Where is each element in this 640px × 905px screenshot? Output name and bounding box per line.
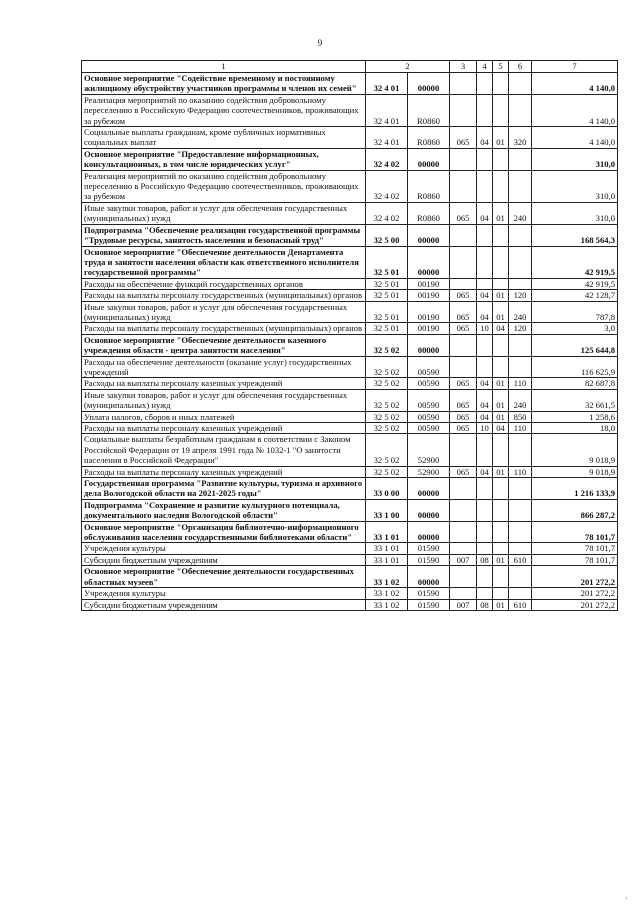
ministry-code-cell: 065 (450, 301, 477, 323)
row-name-cell: Основное мероприятие "Обеспечение деятельности государственных областных музеев" (82, 566, 366, 588)
amount-cell: 4 140,0 (532, 127, 618, 149)
target-article-code-cell: 33 1 02 (366, 566, 408, 588)
section-code-cell (477, 334, 493, 356)
expense-direction-code-cell: 00590 (408, 389, 450, 411)
row-name-cell: Основное мероприятие "Обеспечение деятельности Департамента труда и занятости населения области как ответственного исполнителя государственной программы" (82, 246, 366, 278)
ministry-code-cell (450, 73, 477, 95)
row-name-cell: Расходы на выплаты персоналу государственных (муниципальных) органов (82, 290, 366, 301)
expense-direction-code-cell: R0860 (408, 94, 450, 126)
amount-cell: 32 661,5 (532, 389, 618, 411)
target-article-code-cell: 33 1 01 (366, 521, 408, 543)
ministry-code-cell: 065 (450, 202, 477, 224)
ministry-code-cell (450, 521, 477, 543)
subsection-code-cell (493, 73, 509, 95)
expense-direction-code-cell: 01590 (408, 588, 450, 599)
corner-mark: · (625, 894, 628, 903)
table-row (82, 543, 618, 554)
target-article-code-cell: 32 5 02 (366, 389, 408, 411)
ministry-code-cell: 065 (450, 378, 477, 389)
expense-direction-code-cell: 52900 (408, 434, 450, 466)
row-name-cell: Субсидии бюджетным учреждениям (82, 599, 366, 610)
row-name-cell: Основное мероприятие "Организация библиотечно-информационного обслуживания населения государственными библиотеками области" (82, 521, 366, 543)
subsection-code-cell: 04 (493, 323, 509, 334)
expense-type-code-cell (509, 73, 532, 95)
subsection-code-cell: 01 (493, 290, 509, 301)
expense-type-code-cell (509, 356, 532, 378)
subsection-code-cell (493, 278, 509, 289)
table-row (82, 224, 618, 246)
row-name-cell: Подпрограмма "Обеспечение реализации государственной программы "Трудовые ресурсы, занятость населения и безопасный труд" (82, 224, 366, 246)
subsection-code-cell (493, 434, 509, 466)
expense-type-code-cell (509, 588, 532, 599)
expense-type-code-cell (509, 499, 532, 521)
section-code-cell: 08 (477, 554, 493, 565)
section-code-cell (477, 543, 493, 554)
expense-type-code-cell: 320 (509, 127, 532, 149)
section-code-cell (477, 356, 493, 378)
expense-type-code-cell (509, 543, 532, 554)
amount-cell: 310,0 (532, 148, 618, 170)
expense-direction-code-cell: 00000 (408, 224, 450, 246)
expense-direction-code-cell: 00000 (408, 499, 450, 521)
expense-direction-code-cell: 00000 (408, 521, 450, 543)
amount-cell: 3,0 (532, 323, 618, 334)
table-row (82, 411, 618, 422)
expense-type-code-cell (509, 434, 532, 466)
expense-type-code-cell (509, 566, 532, 588)
amount-cell: 168 564,3 (532, 224, 618, 246)
expense-type-code-cell (509, 478, 532, 500)
expense-direction-code-cell: 01590 (408, 554, 450, 565)
page-number: 9 (317, 38, 323, 48)
target-article-code-cell: 32 5 01 (366, 246, 408, 278)
target-article-code-cell: 33 1 02 (366, 599, 408, 610)
target-article-code-cell: 32 4 01 (366, 127, 408, 149)
target-article-code-cell: 32 5 02 (366, 378, 408, 389)
ministry-code-cell: 065 (450, 466, 477, 477)
target-article-code-cell: 32 5 02 (366, 334, 408, 356)
row-name-cell: Учреждения культуры (82, 588, 366, 599)
subsection-code-cell: 01 (493, 411, 509, 422)
target-article-code-cell: 32 4 02 (366, 148, 408, 170)
ministry-code-cell: 007 (450, 554, 477, 565)
ministry-code-cell (450, 478, 477, 500)
expense-direction-code-cell: 00190 (408, 301, 450, 323)
subsection-code-cell: 04 (493, 423, 509, 434)
table-row (82, 434, 618, 466)
target-article-code-cell: 32 5 01 (366, 301, 408, 323)
row-name-cell: Социальные выплаты безработным гражданам в соответствии с Законом Российской Федерации от 19 апреля 1991 года № 1032-1 "О занятости населения в Российской Федерации" (82, 434, 366, 466)
table-row (82, 127, 618, 149)
row-name-cell: Расходы на обеспечение деятельности (оказание услуг) государственных учреждений (82, 356, 366, 378)
subsection-code-cell (493, 478, 509, 500)
header-col-5: 5 (493, 61, 509, 73)
row-name-cell: Реализация мероприятий по оказанию содействия добровольному переселению в Российскую Федерацию соотечественников, проживающих за рубежом (82, 170, 366, 202)
amount-cell: 42 919,5 (532, 278, 618, 289)
target-article-code-cell: 32 5 02 (366, 434, 408, 466)
table-row (82, 423, 618, 434)
subsection-code-cell (493, 94, 509, 126)
ministry-code-cell: 065 (450, 323, 477, 334)
row-name-cell: Основное мероприятие "Предоставление информационных, консультационных, в том числе юридических услуг" (82, 148, 366, 170)
subsection-code-cell (493, 521, 509, 543)
subsection-code-cell: 01 (493, 554, 509, 565)
ministry-code-cell: 065 (450, 423, 477, 434)
row-name-cell: Иные закупки товаров, работ и услуг для обеспечения государственных (муниципальных) нужд (82, 389, 366, 411)
table-row (82, 246, 618, 278)
section-code-cell: 04 (477, 411, 493, 422)
table-row (82, 290, 618, 301)
amount-cell: 201 272,2 (532, 588, 618, 599)
target-article-code-cell: 32 5 02 (366, 356, 408, 378)
expense-type-code-cell: 110 (509, 466, 532, 477)
table-row (82, 499, 618, 521)
expense-type-code-cell: 110 (509, 423, 532, 434)
expense-direction-code-cell: 00000 (408, 73, 450, 95)
target-article-code-cell: 32 4 01 (366, 94, 408, 126)
header-col-3: 3 (450, 61, 477, 73)
subsection-code-cell: 01 (493, 202, 509, 224)
target-article-code-cell: 33 1 01 (366, 554, 408, 565)
ministry-code-cell (450, 566, 477, 588)
table-row (82, 323, 618, 334)
subsection-code-cell (493, 566, 509, 588)
section-code-cell (477, 73, 493, 95)
expense-direction-code-cell: 00000 (408, 246, 450, 278)
row-name-cell: Расходы на выплаты персоналу казенных учреждений (82, 466, 366, 477)
amount-cell: 201 272,2 (532, 599, 618, 610)
section-code-cell: 04 (477, 378, 493, 389)
header-col-6: 6 (509, 61, 532, 73)
target-article-code-cell: 32 5 01 (366, 278, 408, 289)
target-article-code-cell: 32 4 02 (366, 202, 408, 224)
expense-direction-code-cell: R0860 (408, 170, 450, 202)
expense-direction-code-cell: 00000 (408, 566, 450, 588)
subsection-code-cell (493, 499, 509, 521)
expense-type-code-cell (509, 521, 532, 543)
ministry-code-cell (450, 543, 477, 554)
target-article-code-cell: 33 1 01 (366, 543, 408, 554)
expense-type-code-cell: 240 (509, 202, 532, 224)
table-row (82, 588, 618, 599)
ministry-code-cell (450, 334, 477, 356)
amount-cell: 310,0 (532, 202, 618, 224)
ministry-code-cell (450, 148, 477, 170)
row-name-cell: Иные закупки товаров, работ и услуг для обеспечения государственных (муниципальных) нужд (82, 202, 366, 224)
expense-type-code-cell: 240 (509, 389, 532, 411)
ministry-code-cell (450, 278, 477, 289)
row-name-cell: Реализация мероприятий по оказанию содействия добровольному переселению в Российскую Федерацию соотечественников, проживающих за рубежом (82, 94, 366, 126)
ministry-code-cell: 007 (450, 599, 477, 610)
section-code-cell (477, 521, 493, 543)
row-name-cell: Расходы на обеспечение функций государственных органов (82, 278, 366, 289)
expense-direction-code-cell: 01590 (408, 599, 450, 610)
table-row (82, 170, 618, 202)
section-code-cell: 04 (477, 301, 493, 323)
amount-cell: 42 128,7 (532, 290, 618, 301)
subsection-code-cell: 01 (493, 389, 509, 411)
table-row (82, 148, 618, 170)
section-code-cell: 08 (477, 599, 493, 610)
amount-cell: 866 287,2 (532, 499, 618, 521)
subsection-code-cell (493, 246, 509, 278)
table-row (82, 378, 618, 389)
amount-cell: 125 644,8 (532, 334, 618, 356)
expense-type-code-cell: 120 (509, 323, 532, 334)
expense-type-code-cell: 850 (509, 411, 532, 422)
target-article-code-cell: 32 5 02 (366, 466, 408, 477)
expense-direction-code-cell: 00000 (408, 478, 450, 500)
header-col-7: 7 (532, 61, 618, 73)
amount-cell: 9 018,9 (532, 434, 618, 466)
expense-direction-code-cell: 00190 (408, 290, 450, 301)
ministry-code-cell (450, 94, 477, 126)
section-code-cell: 10 (477, 423, 493, 434)
ministry-code-cell: 065 (450, 411, 477, 422)
row-name-cell: Расходы на выплаты персоналу казенных учреждений (82, 378, 366, 389)
table-row (82, 94, 618, 126)
amount-cell: 18,0 (532, 423, 618, 434)
ministry-code-cell (450, 434, 477, 466)
expense-direction-code-cell: 00190 (408, 323, 450, 334)
expense-type-code-cell (509, 170, 532, 202)
target-article-code-cell: 32 5 02 (366, 423, 408, 434)
table-row (82, 202, 618, 224)
table-row (82, 73, 618, 95)
ministry-code-cell (450, 170, 477, 202)
amount-cell: 82 687,8 (532, 378, 618, 389)
section-code-cell (477, 224, 493, 246)
amount-cell: 4 140,0 (532, 73, 618, 95)
expense-direction-code-cell: 52900 (408, 466, 450, 477)
expense-type-code-cell: 240 (509, 301, 532, 323)
expense-direction-code-cell: 00000 (408, 334, 450, 356)
section-code-cell (477, 94, 493, 126)
subsection-code-cell (493, 224, 509, 246)
section-code-cell (477, 148, 493, 170)
amount-cell: 1 216 133,9 (532, 478, 618, 500)
amount-cell: 116 625,9 (532, 356, 618, 378)
section-code-cell (477, 246, 493, 278)
ministry-code-cell: 065 (450, 389, 477, 411)
target-article-code-cell: 32 5 00 (366, 224, 408, 246)
table-row (82, 566, 618, 588)
amount-cell: 42 919,5 (532, 246, 618, 278)
expense-direction-code-cell: R0860 (408, 202, 450, 224)
table-row (82, 334, 618, 356)
expense-type-code-cell (509, 334, 532, 356)
amount-cell: 4 140,0 (532, 94, 618, 126)
section-code-cell (477, 170, 493, 202)
subsection-code-cell: 01 (493, 127, 509, 149)
expense-type-code-cell: 110 (509, 378, 532, 389)
expense-direction-code-cell: 01590 (408, 543, 450, 554)
ministry-code-cell (450, 588, 477, 599)
row-name-cell: Основное мероприятие "Содействие временному и постоянному жилищному обустройству участников программы и членов их семей" (82, 73, 366, 95)
amount-cell: 1 258,6 (532, 411, 618, 422)
section-code-cell (477, 499, 493, 521)
budget-table (81, 60, 618, 611)
ministry-code-cell (450, 356, 477, 378)
expense-direction-code-cell: 00000 (408, 148, 450, 170)
expense-type-code-cell (509, 278, 532, 289)
amount-cell: 9 018,9 (532, 466, 618, 477)
ministry-code-cell (450, 224, 477, 246)
expense-type-code-cell (509, 148, 532, 170)
subsection-code-cell (493, 543, 509, 554)
row-name-cell: Уплата налогов, сборов и иных платежей (82, 411, 366, 422)
ministry-code-cell (450, 246, 477, 278)
subsection-code-cell: 01 (493, 301, 509, 323)
section-code-cell (477, 566, 493, 588)
amount-cell: 787,8 (532, 301, 618, 323)
target-article-code-cell: 33 0 00 (366, 478, 408, 500)
row-name-cell: Расходы на выплаты персоналу казенных учреждений (82, 423, 366, 434)
section-code-cell: 04 (477, 202, 493, 224)
subsection-code-cell (493, 170, 509, 202)
target-article-code-cell: 32 4 01 (366, 73, 408, 95)
section-code-cell (477, 278, 493, 289)
expense-direction-code-cell: 00190 (408, 278, 450, 289)
expense-type-code-cell (509, 94, 532, 126)
section-code-cell: 04 (477, 466, 493, 477)
target-article-code-cell: 33 1 00 (366, 499, 408, 521)
row-name-cell: Социальные выплаты гражданам, кроме публичных нормативных социальных выплат (82, 127, 366, 149)
expense-type-code-cell: 610 (509, 599, 532, 610)
section-code-cell (477, 588, 493, 599)
amount-cell: 78 101,7 (532, 521, 618, 543)
ministry-code-cell (450, 499, 477, 521)
row-name-cell: Основное мероприятие "Обеспечение деятельности казенного учреждения области - центра занятости населения" (82, 334, 366, 356)
target-article-code-cell: 33 1 02 (366, 588, 408, 599)
row-name-cell: Субсидии бюджетным учреждениям (82, 554, 366, 565)
table-row (82, 554, 618, 565)
row-name-cell: Иные закупки товаров, работ и услуг для обеспечения государственных (муниципальных) нужд (82, 301, 366, 323)
table-row (82, 599, 618, 610)
expense-type-code-cell: 610 (509, 554, 532, 565)
expense-direction-code-cell: R0860 (408, 127, 450, 149)
row-name-cell: Учреждения культуры (82, 543, 366, 554)
expense-type-code-cell (509, 224, 532, 246)
header-row (82, 61, 618, 73)
target-article-code-cell: 32 5 02 (366, 411, 408, 422)
section-code-cell: 04 (477, 389, 493, 411)
subsection-code-cell (493, 148, 509, 170)
subsection-code-cell (493, 588, 509, 599)
header-col-4: 4 (477, 61, 493, 73)
row-name-cell: Государственная программа "Развитие культуры, туризма и архивного дела Вологодской области на 2021-2025 годы" (82, 478, 366, 500)
row-name-cell: Расходы на выплаты персоналу государственных (муниципальных) органов (82, 323, 366, 334)
expense-direction-code-cell: 00590 (408, 378, 450, 389)
table-row (82, 466, 618, 477)
table-row (82, 356, 618, 378)
section-code-cell (477, 434, 493, 466)
subsection-code-cell: 01 (493, 599, 509, 610)
section-code-cell (477, 478, 493, 500)
target-article-code-cell: 32 5 01 (366, 323, 408, 334)
section-code-cell: 04 (477, 127, 493, 149)
subsection-code-cell (493, 356, 509, 378)
amount-cell: 78 101,7 (532, 543, 618, 554)
subsection-code-cell (493, 334, 509, 356)
section-code-cell: 04 (477, 290, 493, 301)
amount-cell: 201 272,2 (532, 566, 618, 588)
target-article-code-cell: 32 4 02 (366, 170, 408, 202)
table-row (82, 521, 618, 543)
expense-direction-code-cell: 00590 (408, 423, 450, 434)
table-row (82, 389, 618, 411)
expense-direction-code-cell: 00590 (408, 411, 450, 422)
ministry-code-cell: 065 (450, 290, 477, 301)
section-code-cell: 10 (477, 323, 493, 334)
ministry-code-cell: 065 (450, 127, 477, 149)
amount-cell: 78 101,7 (532, 554, 618, 565)
expense-direction-code-cell: 00590 (408, 356, 450, 378)
row-name-cell: Подпрограмма "Сохранение и развитие культурного потенциала, документального наследия Вологодской области" (82, 499, 366, 521)
header-col-2: 2 (366, 61, 450, 73)
target-article-code-cell: 32 5 01 (366, 290, 408, 301)
amount-cell: 310,0 (532, 170, 618, 202)
subsection-code-cell: 01 (493, 466, 509, 477)
table-row (82, 301, 618, 323)
table-row (82, 478, 618, 500)
expense-type-code-cell (509, 246, 532, 278)
subsection-code-cell: 01 (493, 378, 509, 389)
header-col-1: 1 (82, 61, 366, 73)
table-row (82, 278, 618, 289)
expense-type-code-cell: 120 (509, 290, 532, 301)
